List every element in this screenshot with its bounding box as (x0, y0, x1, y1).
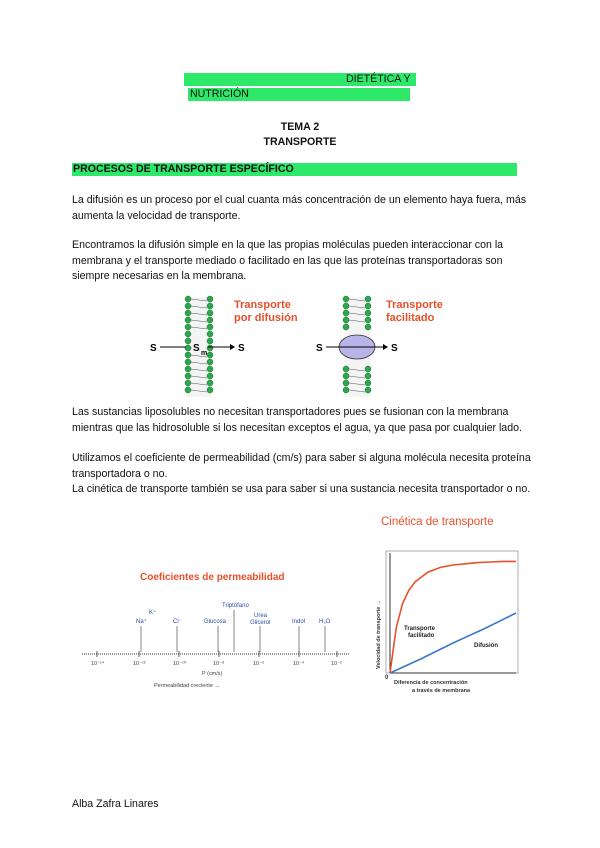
substrate-subscript: m (201, 350, 208, 357)
subject-line1: DIETÉTICA Y (346, 73, 411, 85)
tick-1e-8: 10⁻⁸ (213, 661, 225, 667)
tick-1e-14: 10⁻¹⁴ (91, 661, 105, 667)
series-facilitated-label-2: facilitado (408, 633, 435, 639)
series-diffusion-label: Difusión (474, 643, 498, 649)
molecule-triptofano: Triptófano (222, 603, 249, 609)
membrane-transport-figure (150, 293, 460, 401)
tick-1e-12: 10⁻¹² (133, 661, 146, 667)
paragraph-permeability: Utilizamos el coeficiente de permeabilidad (cm/s) para saber si alguna molécula necesita proteína transportadora o no. (72, 452, 531, 480)
paragraph-kinetics: La cinética de transporte también se usa para saber si una sustancia necesita transportador o no. (72, 483, 531, 495)
tick-1e-2: 10⁻² (331, 661, 342, 667)
y-axis-label: Velocidad de transporte → (376, 599, 382, 669)
molecule-glucosa: Glucosa (204, 619, 227, 625)
kinetics-chart-title: Cinética de transporte (381, 516, 494, 528)
substrate-outside-left: S (150, 343, 157, 354)
x-axis-label: Diferencia de concentración (394, 680, 468, 686)
tick-1e-4: 10⁻⁴ (293, 661, 305, 667)
subject-line2: NUTRICIÓN (190, 88, 249, 100)
permeability-axis-caption: Permeabilidad creciente → (154, 683, 221, 689)
section-heading: PROCESOS DE TRANSPORTE ESPECÍFICO (73, 163, 294, 175)
permeability-title: Coeficientes de permeabilidad (140, 572, 285, 583)
kinetics-chart (368, 533, 528, 701)
permeability-figure (82, 566, 362, 692)
substrate-inside-right: S (391, 343, 398, 354)
substrate-inside-left: S (238, 343, 245, 354)
topic-number: TEMA 2 (280, 121, 320, 133)
label-facilitated-2: facilitado (386, 312, 435, 324)
paragraph-liposoluble: Las sustancias liposolubles no necesitan transportadores pues se fusionan con la membrana mientras que las hidrosoluble si los necesitan exceptos el agua, ya que pasa por cualquier lado. (72, 406, 522, 434)
substrate-outside-right: S (316, 343, 323, 354)
author-footer: Alba Zafra Linares (72, 798, 159, 810)
label-facilitated-1: Transporte (386, 299, 443, 311)
x-axis-label-line2: a través de membrana (412, 688, 471, 694)
molecule-h2o: H₂O (319, 619, 331, 625)
origin-label: 0 (385, 675, 389, 681)
molecule-urea: Urea (254, 613, 268, 619)
substrate-in-membrane: S (193, 343, 200, 354)
paragraph-diffusion: La difusión es un proceso por el cual cuanta más concentración de un elemento haya fuera, más aumenta la velocidad de transporte. (72, 194, 527, 222)
series-facilitated-label-1: Transporte (404, 626, 436, 632)
unit-label: P (cm/s) (202, 671, 223, 677)
label-simple-diffusion-2: por difusión (234, 312, 298, 324)
molecule-na: Na⁺ (136, 619, 147, 625)
topic-title: TRANSPORTE (263, 136, 337, 148)
molecule-glicerol: Glicerol (250, 620, 271, 626)
molecule-k: K⁺ (149, 610, 157, 616)
molecule-cl: Cl⁻ (173, 619, 182, 625)
molecule-indol: Indol (292, 619, 306, 625)
tick-1e-10: 10⁻¹⁰ (173, 661, 187, 667)
paragraph-types: Encontramos la difusión simple en la que las propias moléculas pueden interaccionar con la membrana y el transporte mediado o facilitado en las que las proteínas transportadoras son siempre necesarias en la membrana. (72, 239, 504, 283)
label-simple-diffusion-1: Transporte (234, 299, 291, 311)
tick-1e-6: 10⁻⁶ (253, 661, 265, 667)
